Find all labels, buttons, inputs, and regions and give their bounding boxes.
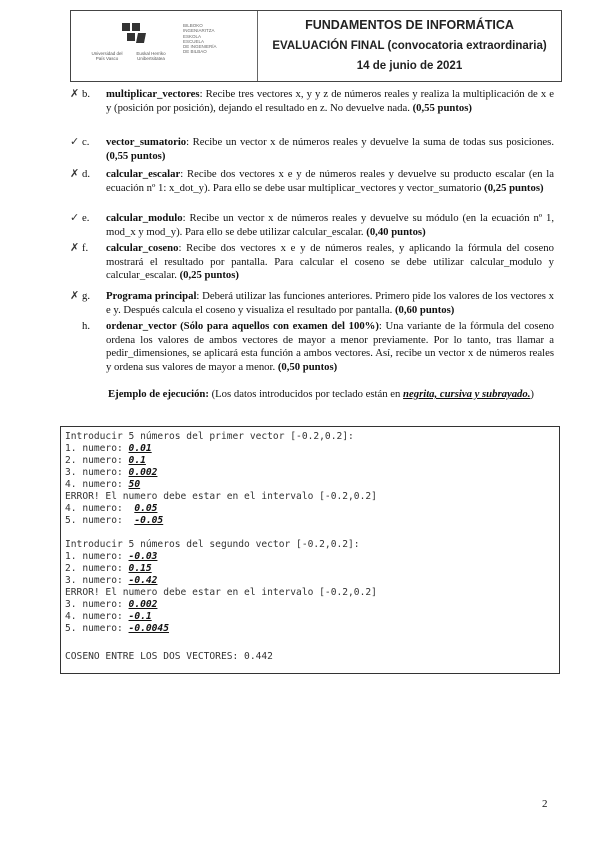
- school-line: BILBOKO: [183, 23, 203, 28]
- item-label: e.: [82, 212, 90, 224]
- console-line: 4. numero: -0.1: [65, 611, 152, 622]
- console-line: 4. numero: 0.05: [65, 503, 158, 514]
- logo-caption-left: Universidad del País Vasco: [91, 51, 123, 61]
- item-description: : Recibe un vector x de números reales y devuelve su módulo (en la ecuación nº 1, mod_x y mod_y). Para ello se debe utilizar calcular_escalar.: [106, 212, 554, 238]
- item-description: : Una variante de la fórmula del coseno ordena los valores de ambos vectores de mayor a menor previamente. Por lo tanto, tras llamar a pedir_dimensiones, se aplicará esta función a ambos vectores. Así, recibe un vector x de números reales y ordena sus valores de mayor a menor.: [106, 320, 554, 373]
- header-titles: [258, 11, 561, 81]
- course-title: FUNDAMENTOS DE INFORMÁTICA: [305, 18, 514, 32]
- exercise-item-e: [70, 211, 554, 239]
- item-points: (0,55 puntos): [412, 101, 472, 114]
- item-description: : Recibe dos vectores x e y de números reales, y aplicando la fórmula del coseno mostrará el resultado por pantalla. Para calcular el coseno se debe utilizar calcular_modulo y calcular_escalar.: [106, 242, 554, 281]
- university-logo-block: [71, 11, 258, 81]
- item-description: : Recibe dos vectores x e y de números reales y devuelve su producto escalar (en la ecuación nº 1: x_dot_y). Para ello se debe usar multiplicar_vectores y vector_sumatorio: [106, 168, 554, 194]
- console-line: 3. numero: 0.002: [65, 599, 158, 610]
- check-mark-icon: ✗: [70, 167, 80, 180]
- item-points: (0,25 puntos): [484, 181, 544, 194]
- function-name: Programa principal: [106, 290, 197, 302]
- check-mark-icon: ✗: [70, 87, 80, 100]
- function-name: calcular_coseno: [106, 242, 179, 254]
- school-line: ESCUELA: [183, 38, 205, 44]
- item-description: : Recibe tres vectores x, y y z de números reales y realiza la multiplicación de x e y (posición por posición), dejando el resultado en z. No devuelve nada.: [106, 88, 554, 114]
- school-line: DE BILBAO: [183, 49, 207, 55]
- item-points: (0,25 puntos): [179, 269, 239, 281]
- check-mark-icon: ✗: [70, 289, 80, 302]
- example-title: Ejemplo de ejecución:: [108, 388, 209, 400]
- function-name: calcular_modulo: [106, 212, 183, 224]
- example-note-emphasis: negrita, cursiva y subrayado.: [403, 388, 531, 400]
- logo-caption-right: Euskal Herriko Unibertsitatea: [136, 51, 166, 61]
- console-line: 3. numero: 0.002: [65, 467, 158, 478]
- school-name: [183, 23, 217, 55]
- item-points: (0,50 puntos): [277, 360, 338, 373]
- item-label: g.: [82, 290, 91, 302]
- example-note: (Los datos introducidos por teclado están en: [208, 388, 404, 400]
- console-line: COSENO ENTRE LOS DOS VECTORES: 0.442: [65, 651, 273, 662]
- console-line: 4. numero: 50: [65, 479, 141, 490]
- item-label: h.: [82, 320, 91, 332]
- item-points: (0,55 puntos): [106, 149, 166, 162]
- console-line: 2. numero: 0.1: [65, 455, 146, 466]
- exercise-item-c: [70, 135, 554, 163]
- item-description: : Recibe un vector x de números reales y devuelve la suma de todas sus posiciones.: [186, 136, 554, 148]
- exercise-item-h: [84, 320, 554, 374]
- exam-subtitle: EVALUACIÓN FINAL (convocatoria extraordinaria): [272, 40, 547, 52]
- university-logo-icon: [116, 21, 156, 47]
- school-line: DE INGENIERÍA: [183, 44, 217, 50]
- example-heading: [108, 388, 558, 402]
- console-line: ERROR! El numero debe estar en el intervalo [-0.2,0.2]: [65, 491, 377, 502]
- function-name: multiplicar_vectores: [106, 88, 200, 100]
- exercise-item-f: [70, 241, 554, 283]
- item-description: : Deberá utilizar las funciones anteriores. Primero pide los valores de los vectores x e y. Después calcula el coseno y visualiza el resultado por pantalla.: [106, 290, 555, 316]
- exercise-item-b: [70, 87, 554, 115]
- item-points: (0,60 puntos): [394, 303, 455, 316]
- console-line: 1. numero: -0.03: [65, 551, 158, 562]
- item-label: c.: [82, 136, 90, 148]
- item-label: b.: [82, 88, 91, 100]
- console-line: ERROR! El numero debe estar en el intervalo [-0.2,0.2]: [65, 587, 377, 598]
- page-number: 2: [542, 798, 548, 810]
- check-mark-icon: ✓: [70, 211, 80, 224]
- function-name: vector_sumatorio: [106, 136, 187, 148]
- item-label: f.: [82, 242, 89, 254]
- check-mark-icon: ✗: [70, 241, 80, 254]
- exam-header: [70, 10, 562, 82]
- check-mark-icon: ✓: [70, 135, 80, 148]
- exercise-item-d: [70, 167, 554, 195]
- console-line: 5. numero: -0.0045: [65, 623, 169, 634]
- school-line: INGENIARITZA: [183, 28, 215, 34]
- item-points: (0,40 puntos): [366, 225, 426, 238]
- exam-date: 14 de junio de 2021: [356, 60, 463, 72]
- example-note-end: ): [530, 388, 534, 400]
- function-name: ordenar_vector (Sólo para aquellos con examen del 100%): [106, 320, 379, 332]
- console-line: Introducir 5 números del segundo vector [-0.2,0.2]:: [65, 539, 360, 550]
- function-name: calcular_escalar: [106, 168, 181, 180]
- console-line: 3. numero: -0.42: [65, 575, 158, 586]
- console-output: [60, 426, 560, 674]
- console-line: 1. numero: 0.01: [65, 443, 152, 454]
- school-line: ESKOLA: [183, 33, 202, 39]
- console-line: Introducir 5 números del primer vector [-0.2,0.2]:: [65, 431, 354, 442]
- console-line: 2. numero: 0.15: [65, 563, 152, 574]
- console-line: 5. numero: -0.05: [65, 515, 164, 526]
- exercise-item-g: [70, 289, 555, 317]
- item-label: d.: [82, 168, 91, 180]
